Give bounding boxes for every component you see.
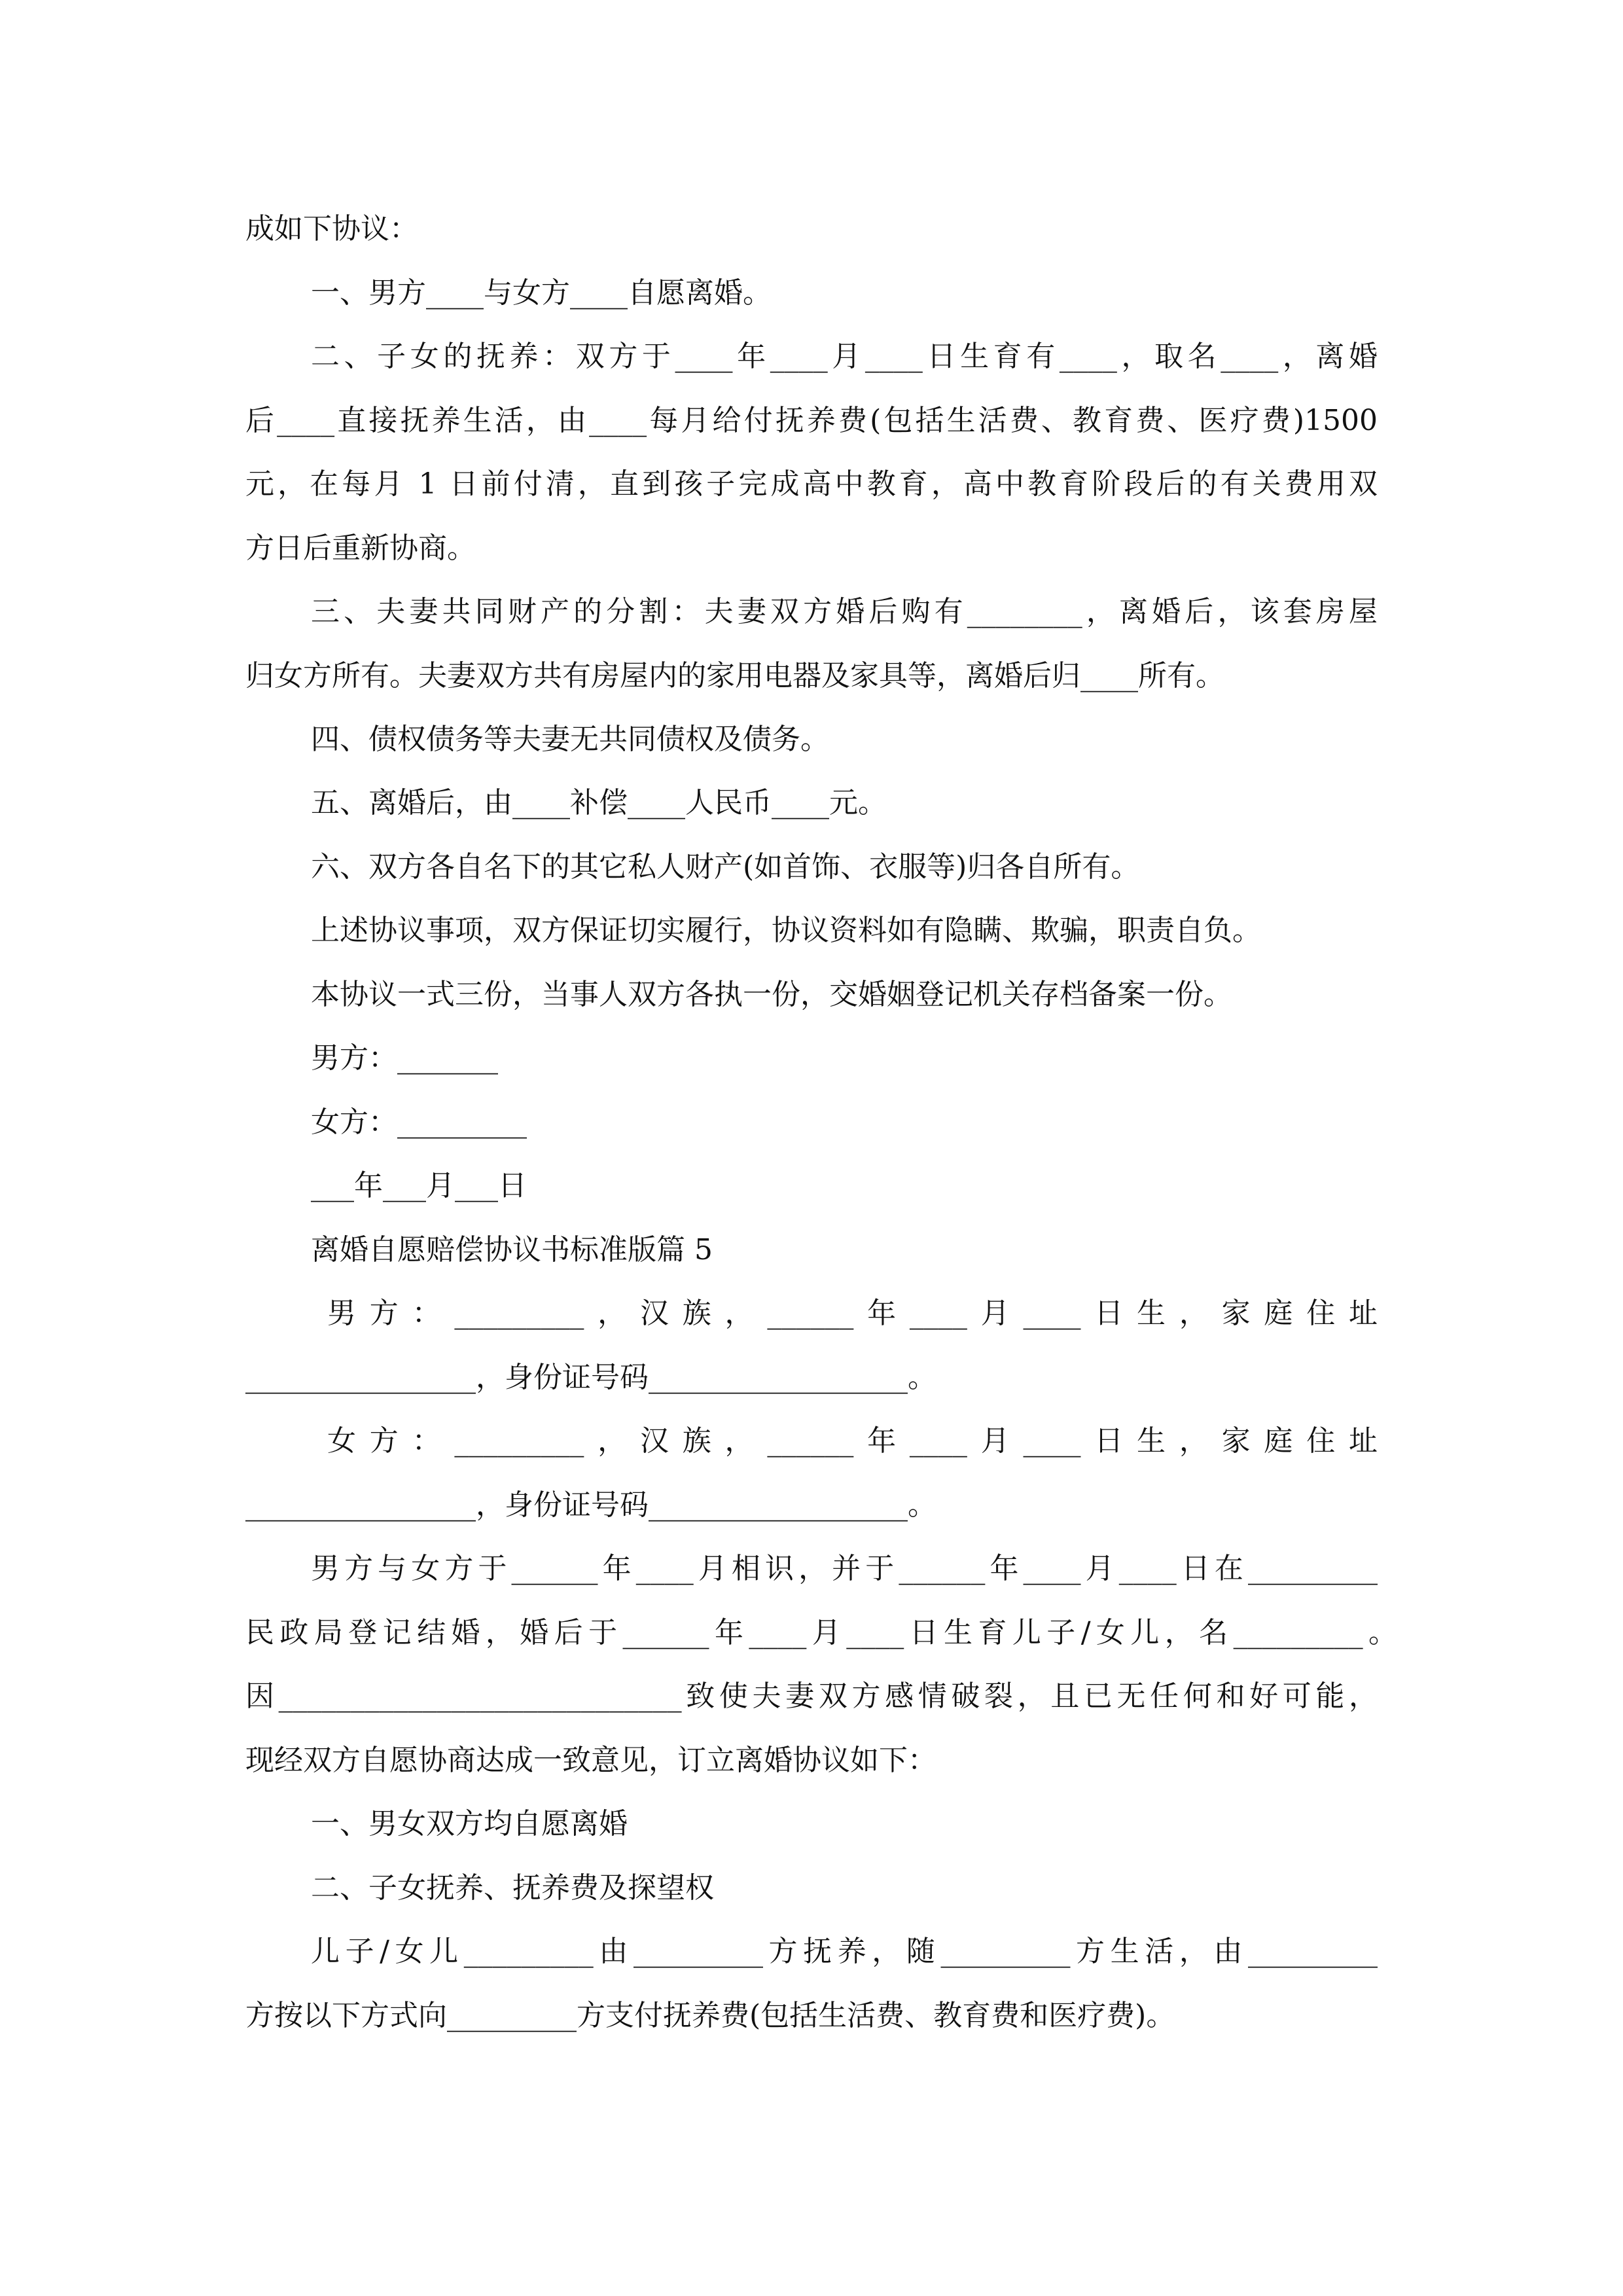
text-line: 男方与女方于______年____月相识，并于______年____月____日在_________ — [311, 1552, 1378, 1585]
text-line: 后____直接抚养生活，由____每月给付抚养费(包括生活费、教育费、医疗费)1500 — [245, 404, 1378, 437]
text-line: 方按以下方式向_________方支付抚养费(包括生活费、教育费和医疗费)。 — [245, 1999, 1175, 2032]
text-line: 五、离婚后，由____补偿____人民币____元。 — [311, 786, 887, 819]
text-line: 儿子/女儿_________由_________方抚养，随_________方生活，由_________ — [311, 1935, 1378, 1968]
text-line: 一、男方____与女方____自愿离婚。 — [311, 276, 772, 310]
text-line: 现经双方自愿协商达成一致意见，订立离婚协议如下： — [245, 1744, 936, 1777]
text-line: 男方：_________，汉族，______年____月____日生，家庭住址 — [327, 1297, 1378, 1330]
text-line: 男方：_______ — [311, 1041, 498, 1075]
text-line: 因____________________________致使夫妻双方感情破裂，且已无任何和好可能， — [245, 1679, 1378, 1713]
text-line: 二、子女的抚养：双方于____年____月____日生育有____，取名____，离婚 — [311, 340, 1378, 373]
text-line: 三、夫妻共同财产的分割：夫妻双方婚后购有________，离婚后，该套房屋 — [311, 595, 1378, 628]
text-line: 民政局登记结婚，婚后于______年____月____日生育儿子/女儿，名_________。 — [245, 1616, 1397, 1649]
text-line: ________________，身份证号码__________________。 — [245, 1361, 936, 1394]
text-line: 成如下协议： — [245, 212, 418, 245]
text-line: 元，在每月 1 日前付清，直到孩子完成高中教育，高中教育阶段后的有关费用双 — [245, 467, 1378, 501]
text-line: 四、债权债务等夫妻无共同债权及债务。 — [311, 723, 829, 756]
text-line: 女方：_________，汉族，______年____月____日生，家庭住址 — [327, 1424, 1378, 1458]
text-line: 女方：_________ — [311, 1105, 527, 1139]
text-line: ________________，身份证号码__________________。 — [245, 1488, 936, 1522]
text-line: 上述协议事项，双方保证切实履行，协议资料如有隐瞒、欺骗，职责自负。 — [311, 914, 1261, 947]
text-line: 归女方所有。夫妻双方共有房屋内的家用电器及家具等，离婚后归____所有。 — [245, 659, 1224, 692]
text-line: 二、子女抚养、抚养费及探望权 — [311, 1871, 714, 1905]
text-line: ___年___月___日 — [311, 1169, 527, 1202]
section-heading: 离婚自愿赔偿协议书标准版篇 5 — [311, 1233, 713, 1266]
text-line: 本协议一式三份，当事人双方各执一份，交婚姻登记机关存档备案一份。 — [311, 978, 1232, 1011]
text-line: 一、男女双方均自愿离婚 — [311, 1807, 628, 1840]
text-line: 方日后重新协商。 — [245, 531, 476, 565]
text-line: 六、双方各自名下的其它私人财产(如首饰、衣服等)归各自所有。 — [311, 850, 1140, 884]
